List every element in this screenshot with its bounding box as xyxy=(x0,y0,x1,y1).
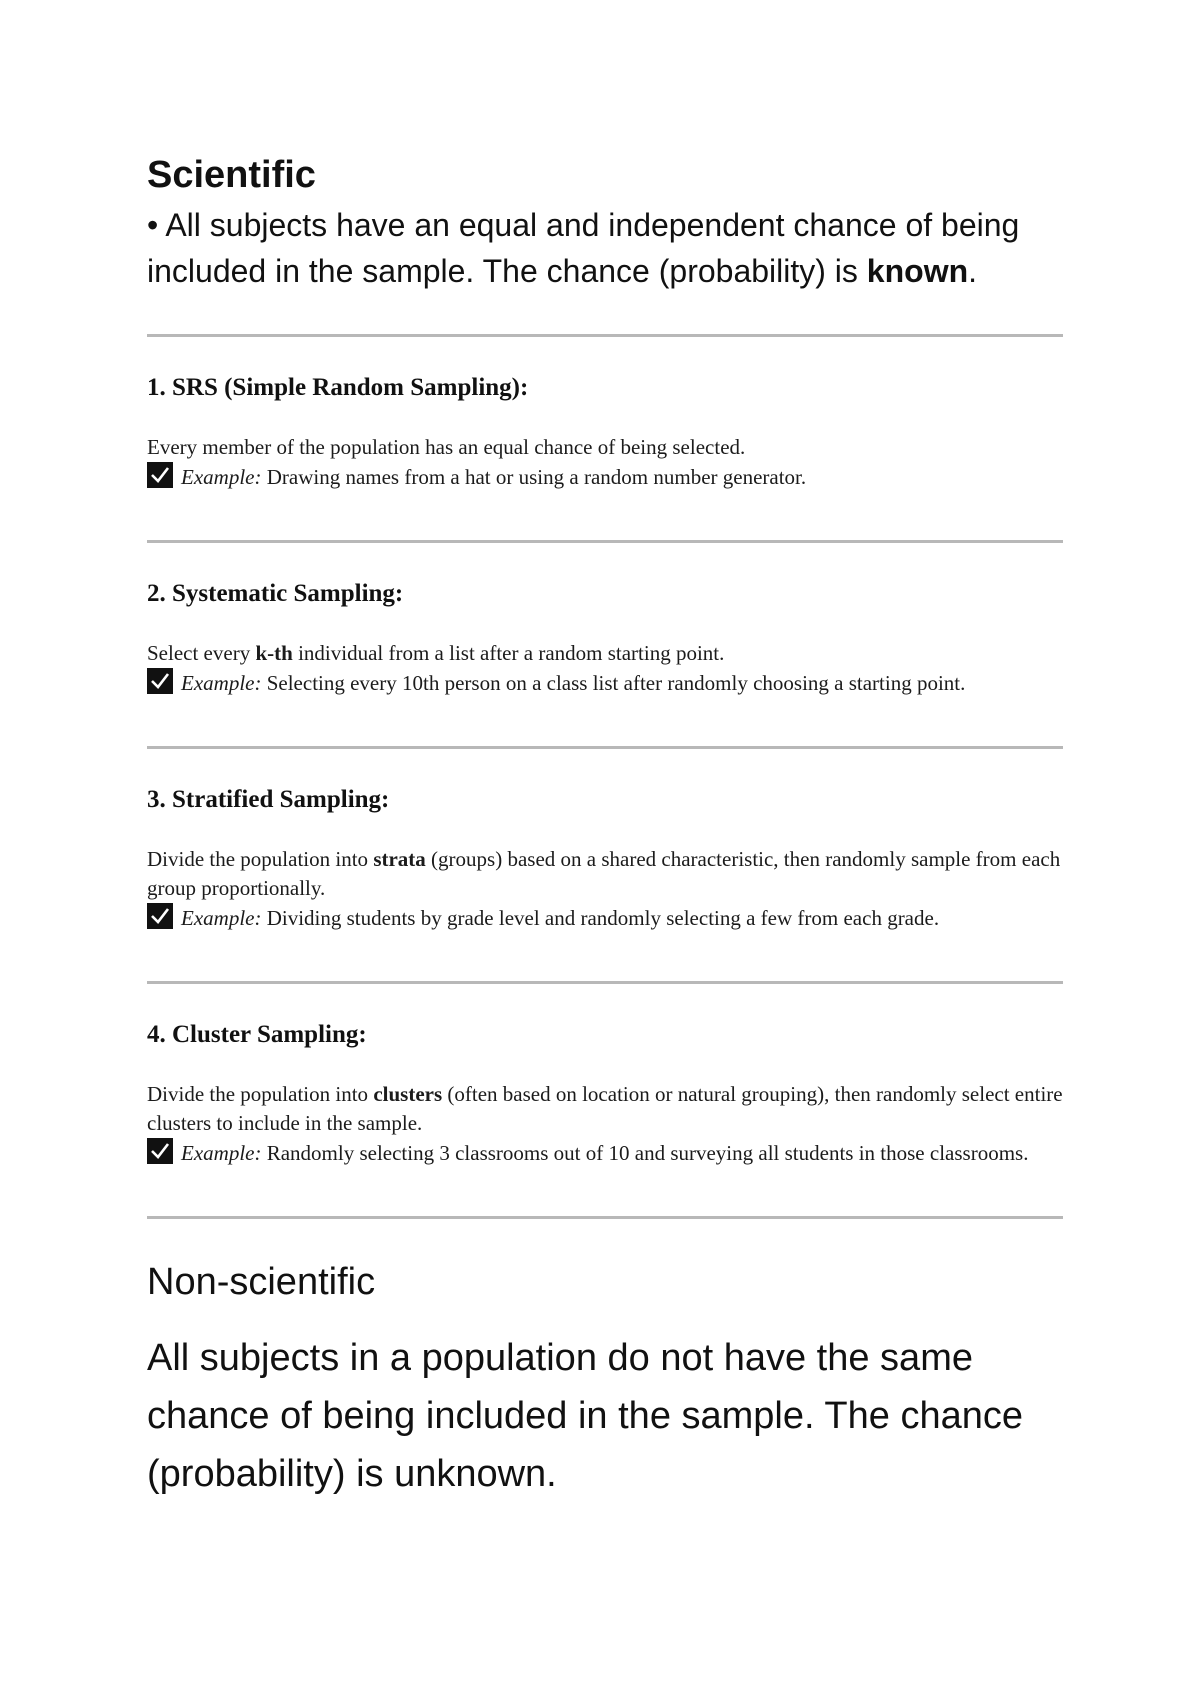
method-description xyxy=(147,845,1063,903)
scientific-description-text: All subjects have an equal and independent chance of being included in the sample. The chance (probability) is xyxy=(147,207,1020,289)
example-text: Selecting every 10th person on a class list after randomly choosing a starting point. xyxy=(261,671,966,695)
bullet: • xyxy=(147,207,159,243)
method-text: Every member of the population has an equal chance of being selected. xyxy=(147,435,746,459)
scientific-description xyxy=(147,202,1063,294)
method-srs xyxy=(147,337,1063,540)
method-text-bold: clusters xyxy=(373,1082,443,1106)
method-text-after: (groups) based on a shared characteristic, then randomly sample from each group proportionally. xyxy=(147,847,1061,900)
example-text: Drawing names from a hat or using a random number generator. xyxy=(261,465,807,489)
check-box-icon xyxy=(147,903,173,929)
check-box-icon xyxy=(147,1138,173,1164)
method-systematic xyxy=(147,543,1063,746)
scientific-description-end: . xyxy=(968,253,978,289)
method-description xyxy=(147,433,1063,462)
method-title: 4. Cluster Sampling: xyxy=(147,1021,367,1048)
nonscientific-heading: Non-scientific xyxy=(147,1261,376,1303)
example-label: Example: xyxy=(181,671,262,695)
method-title: 3. Stratified Sampling: xyxy=(147,786,390,813)
method-example xyxy=(147,1138,1063,1168)
method-text-bold: strata xyxy=(373,847,426,871)
scientific-heading: Scientific xyxy=(147,154,316,196)
method-text-after: individual from a list after a random starting point. xyxy=(292,641,725,665)
method-title: 2. Systematic Sampling: xyxy=(147,580,404,607)
method-text: Divide the population into xyxy=(147,1082,374,1106)
method-title: 1. SRS (Simple Random Sampling): xyxy=(147,374,529,401)
method-stratified xyxy=(147,749,1063,981)
method-description xyxy=(147,639,1063,668)
method-text-after: (often based on location or natural grouping), then randomly select entire clusters to include in the sample. xyxy=(147,1082,1063,1135)
method-example xyxy=(147,462,1063,492)
document-page xyxy=(147,140,1063,1503)
method-text: Divide the population into xyxy=(147,847,374,871)
scientific-description-bold: known xyxy=(866,253,969,289)
method-text-bold: k-th xyxy=(255,641,293,665)
divider xyxy=(147,1216,1063,1219)
example-text: Randomly selecting 3 classrooms out of 10 and surveying all students in those classrooms. xyxy=(261,1141,1029,1165)
method-example xyxy=(147,668,1063,698)
check-box-icon xyxy=(147,668,173,694)
nonscientific-description: All subjects in a population do not have the same chance of being included in the sample. The chance (probability) is unknown. xyxy=(147,1337,1024,1495)
example-text: Dividing students by grade level and randomly selecting a few from each grade. xyxy=(261,906,940,930)
check-box-icon xyxy=(147,462,173,488)
example-label: Example: xyxy=(181,465,262,489)
method-text: Select every xyxy=(147,641,256,665)
method-cluster xyxy=(147,984,1063,1216)
method-description xyxy=(147,1080,1063,1138)
example-label: Example: xyxy=(181,1141,262,1165)
example-label: Example: xyxy=(181,906,262,930)
method-example xyxy=(147,903,1063,933)
